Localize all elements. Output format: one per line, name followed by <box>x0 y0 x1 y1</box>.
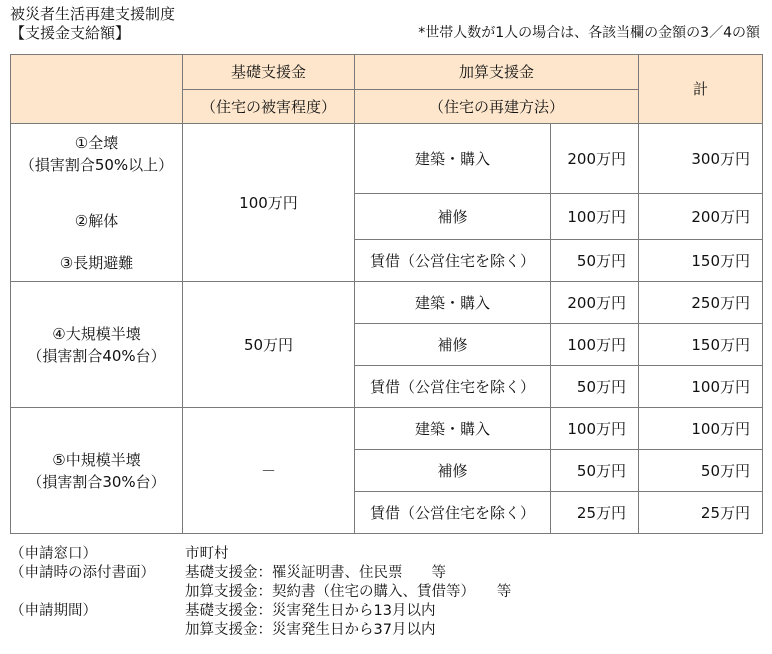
info-value: 基礎支援金：災害発生日から13月以内 <box>185 603 436 619</box>
page-subtitle: 【支援金支給額】 <box>10 24 131 42</box>
header-additional: 加算支援金 <box>355 55 639 90</box>
household-note: *世帯人数が1人の場合は、各該当欄の金額の3／4の額 <box>418 25 760 41</box>
header-basic-sub: （住宅の被害程度） <box>183 90 355 124</box>
category-sublabel: （損害割合30%台） <box>27 472 166 491</box>
info-label: （申請期間） <box>10 603 97 619</box>
additional-amount-cell: 200万円 <box>551 282 639 324</box>
category-cell-large-half-destruction <box>11 282 183 408</box>
header-basic: 基礎支援金 <box>183 55 355 90</box>
info-row <box>10 621 511 640</box>
additional-amount-cell: 200万円 <box>551 124 639 194</box>
table-row <box>11 124 763 194</box>
total-amount-cell: 150万円 <box>639 240 763 282</box>
info-label <box>10 583 185 602</box>
info-label: （申請時の添付書面） <box>10 565 155 581</box>
method-cell: 建築・購入 <box>355 124 551 194</box>
category-label: ④大規模半壊 <box>52 324 141 343</box>
support-amount-table <box>10 54 763 534</box>
additional-amount-cell: 50万円 <box>551 450 639 492</box>
basic-amount-cell: 100万円 <box>183 124 355 282</box>
header-additional-sub: （住宅の再建方法） <box>355 90 639 124</box>
category-sublabel: （損害割合40%台） <box>27 346 166 365</box>
info-row <box>10 564 511 583</box>
total-amount-cell: 150万円 <box>639 324 763 366</box>
category-cell-medium-half-destruction <box>11 408 183 534</box>
info-value: 市町村 <box>185 546 229 562</box>
page-title: 被災者生活再建支援制度 <box>10 5 176 23</box>
total-amount-cell: 25万円 <box>639 492 763 534</box>
category-label: ⑤中規模半壊 <box>52 450 141 469</box>
additional-amount-cell: 100万円 <box>551 194 639 240</box>
category-label: ③長期避難 <box>59 253 134 272</box>
info-row <box>10 545 511 564</box>
category-sublabel: （損害割合50%以上） <box>19 155 174 174</box>
additional-amount-cell: 50万円 <box>551 240 639 282</box>
info-row <box>10 602 511 621</box>
total-amount-cell: 50万円 <box>639 450 763 492</box>
method-cell: 建築・購入 <box>355 408 551 450</box>
method-cell: 補修 <box>355 450 551 492</box>
additional-amount-cell: 100万円 <box>551 408 639 450</box>
info-row <box>10 583 511 602</box>
info-label <box>10 621 185 640</box>
application-info <box>10 545 511 640</box>
additional-amount-cell: 50万円 <box>551 366 639 408</box>
info-value: 基礎支援金：罹災証明書、住民票 等 <box>185 565 446 581</box>
total-amount-cell: 250万円 <box>639 282 763 324</box>
info-value: 加算支援金：災害発生日から37月以内 <box>185 622 436 638</box>
table-row <box>11 282 763 324</box>
info-value: 加算支援金：契約書（住宅の購入、賃借等） 等 <box>185 584 512 600</box>
header-blank-cell <box>11 55 183 124</box>
category-cell-full-destruction <box>11 124 183 282</box>
info-label: （申請窓口） <box>10 546 97 562</box>
method-cell: 賃借（公営住宅を除く） <box>355 492 551 534</box>
method-cell: 補修 <box>355 324 551 366</box>
additional-amount-cell: 25万円 <box>551 492 639 534</box>
basic-amount-cell: 50万円 <box>183 282 355 408</box>
table-row <box>11 408 763 450</box>
method-cell: 賃借（公営住宅を除く） <box>355 366 551 408</box>
total-amount-cell: 200万円 <box>639 194 763 240</box>
category-label: ①全壊 <box>74 133 119 152</box>
total-amount-cell: 100万円 <box>639 408 763 450</box>
basic-amount-cell: － <box>183 408 355 534</box>
category-label: ②解体 <box>74 211 119 230</box>
total-amount-cell: 100万円 <box>639 366 763 408</box>
table-header-row <box>11 55 763 90</box>
header-total: 計 <box>639 55 763 124</box>
method-cell: 補修 <box>355 194 551 240</box>
additional-amount-cell: 100万円 <box>551 324 639 366</box>
method-cell: 建築・購入 <box>355 282 551 324</box>
method-cell: 賃借（公営住宅を除く） <box>355 240 551 282</box>
total-amount-cell: 300万円 <box>639 124 763 194</box>
